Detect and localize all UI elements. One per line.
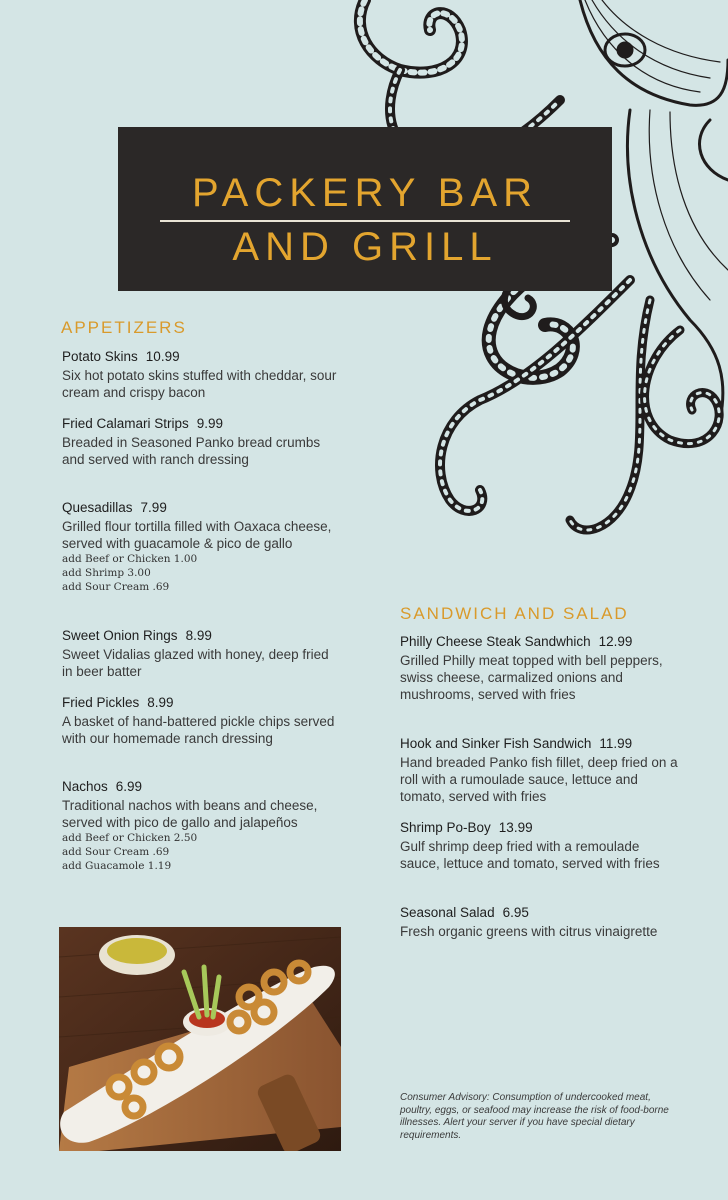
item-price: 8.99 [185,628,212,643]
item-description: Grilled flour tortilla filled with Oaxaca cheese, served with guacamole & pico de gallo [62,519,332,551]
item-price: 10.99 [145,349,180,364]
item-name: Sweet Onion Rings [62,628,178,643]
menu-item [62,695,342,747]
item-price: 11.99 [599,736,633,751]
item-addon: add Beef or Chicken 1.00 [62,553,198,565]
restaurant-name-line1: PACKERY BAR [191,171,539,215]
item-name: Quesadillas [62,500,133,515]
restaurant-name-line2: AND GRILL [232,225,498,269]
item-price: 7.99 [140,500,167,515]
menu-item [62,416,342,468]
item-description: Breaded in Seasoned Panko bread crumbs and served with ranch dressing [62,435,321,467]
item-description: A basket of hand-battered pickle chips served with our homemade ranch dressing [62,714,335,746]
item-price: 13.99 [498,820,533,835]
item-name: Shrimp Po-Boy [400,820,491,835]
item-description: Six hot potato skins stuffed with cheddar, sour cream and crispy bacon [62,368,337,400]
item-description: Gulf shrimp deep fried with a remoulade sauce, lettuce and tomato, served with fries [400,839,660,871]
menu-item [400,905,680,940]
fried-calamari-photo [59,927,341,1151]
sandwich-salad-heading: SANDWICH AND SALAD [400,604,629,623]
item-addon: add Sour Cream .69 [62,846,170,858]
item-price: 9.99 [196,416,224,431]
item-name: Nachos [62,779,108,794]
item-description: Traditional nachos with beans and cheese, served with pico de gallo and jalapeños [62,798,318,830]
item-name: Hook and Sinker Fish Sandwich [400,736,592,751]
menu-item [400,736,680,805]
item-name: Seasonal Salad [400,905,495,920]
item-description: Fresh organic greens with citrus vinaigrette [400,924,658,939]
menu-item [62,628,342,680]
title-box [118,127,612,291]
menu-item [62,779,342,873]
item-description: Hand breaded Panko fish fillet, deep fried on a roll with a rumoulade sauce, lettuce and tomato, served with fries [400,755,678,804]
item-price: 6.99 [115,779,143,794]
menu-item [400,634,680,703]
item-addon: add Sour Cream .69 [62,581,170,593]
item-name: Philly Cheese Steak Sandwhich [400,634,591,649]
item-addon: add Shrimp 3.00 [62,567,151,579]
consumer-advisory: Consumer Advisory: Consumption of undercooked meat, poultry, eggs, or seafood may increase the risk of food-borne illnesses. Alert your server if you have special dietary requirements. [400,1092,669,1141]
menu-item [62,500,342,594]
menu-item [62,349,342,401]
title-divider [160,220,570,222]
item-name: Fried Pickles [62,695,140,710]
item-price: 8.99 [147,695,174,710]
appetizers-heading: APPETIZERS [61,318,187,337]
item-price: 6.95 [502,905,529,920]
item-price: 12.99 [598,634,633,649]
menu-item [400,820,680,872]
item-description: Grilled Philly meat topped with bell peppers, swiss cheese, carmalized onions and mushrooms, served with fries [400,653,663,702]
item-addon: add Guacamole 1.19 [62,860,172,872]
item-description: Sweet Vidalias glazed with honey, deep fried in beer batter [62,647,329,679]
item-addon: add Beef or Chicken 2.50 [62,832,198,844]
item-name: Fried Calamari Strips [62,416,189,431]
item-name: Potato Skins [62,349,138,364]
